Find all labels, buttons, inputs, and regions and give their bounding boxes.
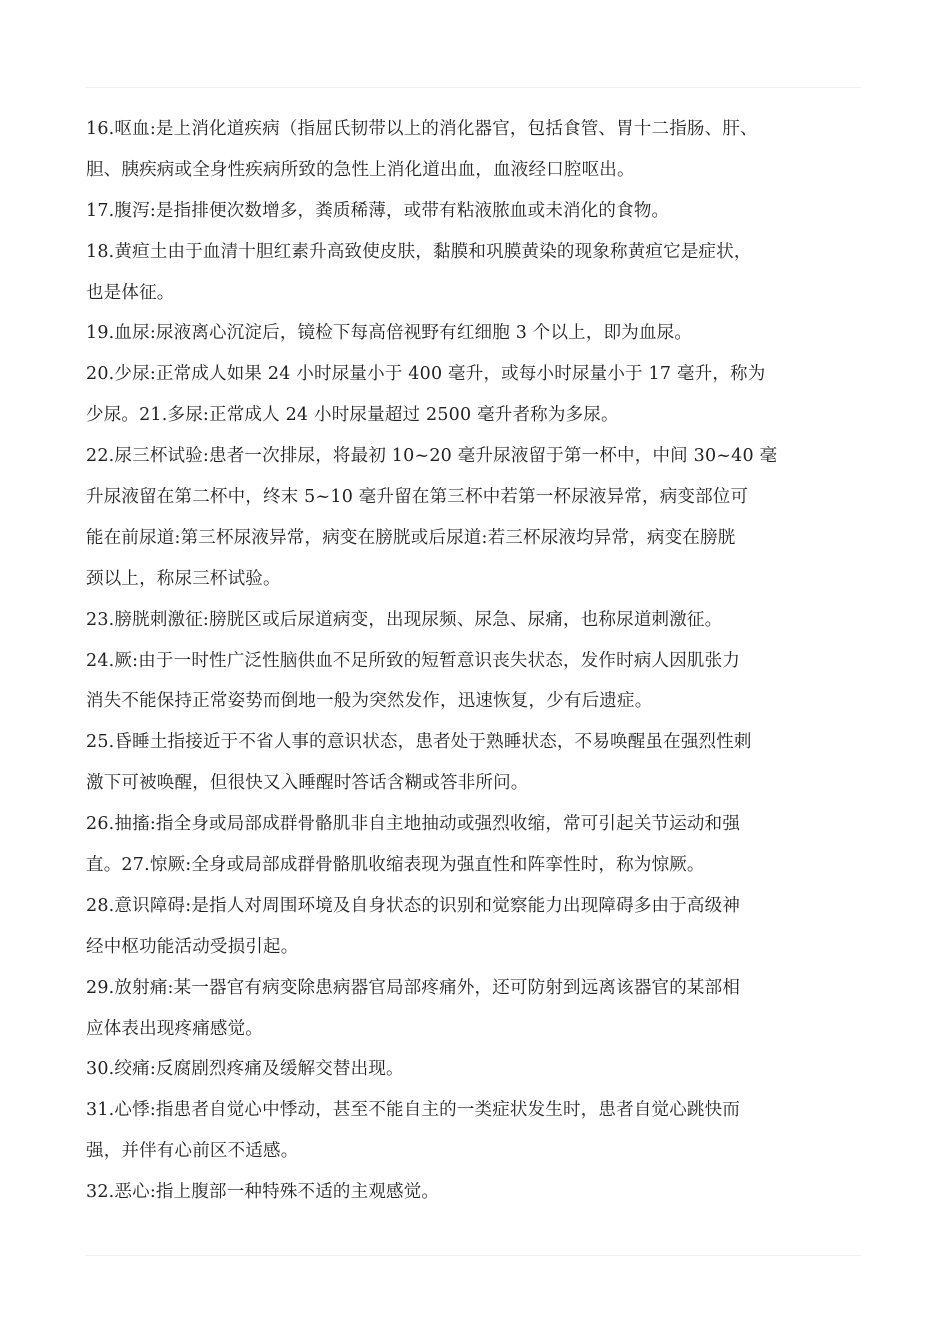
text-line: 直。27.惊厥:全身或局部成群骨骼肌收缩表现为强直性和阵挛性时，称为惊厥。 <box>86 855 705 876</box>
text-line: 24.厥:由于一时性广泛性脑供血不足所致的短暂意识丧失状态，发作时病人因肌张力 <box>86 650 741 671</box>
text-line: 31.心悸:指患者自觉心中悸动，甚至不能自主的一类症状发生时，患者自觉心跳快而 <box>86 1100 741 1121</box>
bottom-divider <box>86 1255 862 1256</box>
text-line: 能在前尿道:第三杯尿液异常，病变在膀胱或后尿道:若三杯尿液均异常，病变在膀胱 <box>86 527 736 548</box>
text-line: 25.昏睡土指接近于不省人事的意识状态，患者处于熟睡状态，不易唤醒虽在强烈性刺 <box>86 732 752 753</box>
top-divider <box>86 87 862 88</box>
text-line: 强，并伴有心前区不适感。 <box>86 1141 299 1162</box>
text-line: 经中枢功能活动受损引起。 <box>86 936 299 957</box>
text-line: 30.绞痛:反腐剧烈疼痛及缓解交替出现。 <box>86 1059 404 1080</box>
document-body <box>86 109 876 1213</box>
text-line: 17.腹泻:是指排便次数增多，粪质稀薄，或带有粘液脓血或未消化的食物。 <box>86 200 670 221</box>
text-line: 23.膀胱刺激征:膀胱区或后尿道病变，出现尿频、尿急、尿痛，也称尿道刺激征。 <box>86 609 723 630</box>
text-line: 28.意识障碍:是指人对周围环境及自身状态的识别和觉察能力出现障碍多由于高级神 <box>86 895 741 916</box>
text-line: 升尿液留在第二杯中，终末 5~10 毫升留在第三杯中若第一杯尿液异常，病变部位可 <box>86 487 749 508</box>
text-line: 颈以上，称尿三杯试验。 <box>86 568 281 589</box>
text-line: 26.抽搐:指全身或局部成群骨骼肌非自主地抽动或强烈收缩，常可引起关节运动和强 <box>86 814 741 835</box>
text-line: 32.恶心:指上腹部一种特殊不适的主观感觉。 <box>86 1182 440 1203</box>
text-line: 20.少尿:正常成人如果 24 小时尿量小于 400 毫升，或每小时尿量小于 17 毫升，称为 <box>86 364 766 385</box>
text-line: 消失不能保持正常姿势而倒地一般为突然发作，迅速恢复，少有后遗症。 <box>86 691 653 712</box>
text-line: 激下可被唤醒，但很快又入睡醒时答话含糊或答非所问。 <box>86 773 529 794</box>
text-line: 16.呕血:是上消化道疾病（指屈氏韧带以上的消化器官，包括食管、胃十二指肠、肝、 <box>86 119 758 139</box>
text-line: 应体表出现疼痛感觉。 <box>86 1018 263 1039</box>
text-line: 19.血尿:尿液离心沉淀后，镜检下每高倍视野有红细胞 3 个以上，即为血尿。 <box>86 323 693 344</box>
text-line: 29.放射痛:某一器官有病变除患病器官局部疼痛外，还可防射到远离该器官的某部相 <box>86 977 741 998</box>
text-line: 也是体征。 <box>86 282 175 303</box>
text-line: 18.黄疸土由于血清十胆红素升高致使皮肤，黏膜和巩膜黄染的现象称黄疸它是症状， <box>86 241 752 262</box>
text-line: 22.尿三杯试验:患者一次排尿，将最初 10~20 毫升尿液留于第一杯中，中间 30~40 毫 <box>86 446 778 467</box>
text-line: 少尿。21.多尿:正常成人 24 小时尿量超过 2500 毫升者称为多尿。 <box>86 405 619 426</box>
text-line: 胆、胰疾病或全身性疾病所致的急性上消化道出血，血液经口腔呕出。 <box>86 159 635 180</box>
